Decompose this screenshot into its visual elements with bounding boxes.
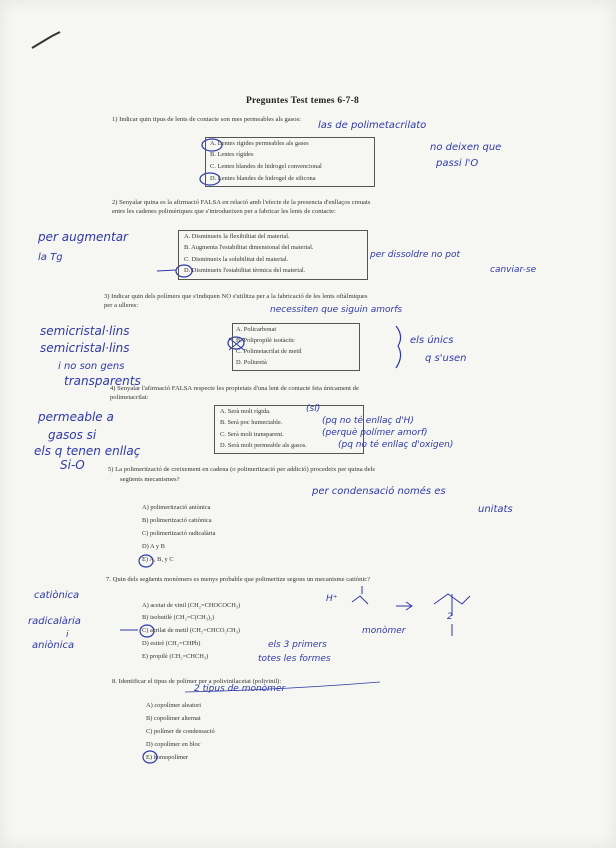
q5-text: 5) La polimerització de creixement en cadena (o polimerització per addició) procedeix per quina dels <box>108 466 375 473</box>
q8-option-d: D) copolímer en bloc <box>146 741 201 748</box>
q3-note-3: semicristal·lins <box>40 341 130 355</box>
q4-note-7: els q tenen enllaç <box>34 444 141 458</box>
q7-option-d: D) estirè (CH₂=CHPh) <box>142 640 201 647</box>
q5-note-2: unitats <box>478 504 513 515</box>
q8-text: 8. Identificar el tipus de polímer per a polivinilacetat (polivinil): <box>112 678 282 685</box>
q5-option-b: B) polimerització catiònica <box>142 517 212 524</box>
q1-text: 1) Indicar quin tipus de lents de contacte son mes permeables als gasos: <box>112 116 301 123</box>
q4-option-b: B. Serà poc humectable. <box>220 419 283 426</box>
q7-note-3: i <box>66 630 69 640</box>
q7-note-5: els 3 primers <box>268 640 327 650</box>
q3-option-c: C. Polimetacrilat de metil <box>236 348 302 355</box>
q4-text-2: polimetacrilat: <box>110 394 149 401</box>
q8-option-c: C) polímer de condensació <box>146 728 215 735</box>
q3-note-4: i no son gens <box>58 361 125 372</box>
q2-text-2: entre les cadenes polimèriques que s'introdueixen per a fabricar les lents de contacte: <box>112 208 336 215</box>
q7-option-a: A) acetat de vinil (CH₂=CHOCOCH₃) <box>142 602 241 609</box>
q3-note-6: els únics <box>410 335 454 346</box>
q3-option-b: B. Polipropilè isotàctic <box>236 337 295 344</box>
q4-note-2: (pq no té enllaç d'H) <box>322 416 414 426</box>
q8-option-a: A) copolímer aleatori <box>146 702 202 709</box>
q2-note-3: per dissoldre no pot <box>370 250 461 260</box>
q4-option-d: D. Serà molt permeable als gasos. <box>220 442 307 449</box>
q4-option-c: C. Serà molt transparent. <box>220 431 284 438</box>
q3-option-a: A. Policarbonat <box>236 326 277 333</box>
q3-note-1: necessiten que siguin amorfs <box>270 305 403 315</box>
q7-note-4: aniònica <box>32 640 75 651</box>
q2-option-a: A. Disminueix la flexibilitat del material. <box>184 233 290 240</box>
q2-option-c: C. Disminueix la solubilitat del material. <box>184 256 289 263</box>
q5-note-1: per condensació només es <box>312 486 446 497</box>
q4-note-5: permeable a <box>38 410 114 424</box>
q1-option-a: A. Lentes rígides permeables als gases <box>210 140 309 147</box>
q1-note-3: passi l'O <box>436 158 479 169</box>
q1-option-b: B. Lentes rígides <box>210 151 254 158</box>
q7-option-b: B) isobutilè (CH₂=C(CH₃)₂) <box>142 614 215 621</box>
q7-note-2: radicalària <box>28 616 81 627</box>
q7-note-6: totes les formes <box>258 654 331 664</box>
q7-note-9: 2 <box>447 612 453 622</box>
q3-text-2: per a ulleres: <box>104 302 139 309</box>
q2-option-b: B. Augmenta l'estabilitat dimensional del material. <box>184 244 314 251</box>
q4-note-6: gasos si <box>48 428 97 442</box>
q1-note-2: no deixen que <box>430 142 502 153</box>
q7-option-c: C) acrilat de metil (CH₂=CHCO₂CH₃) <box>142 627 240 634</box>
q8-option-e: E) homopolímer <box>146 754 189 761</box>
q2-option-d: D. Disminueix l'estabilitat tèrmica del material. <box>184 267 306 274</box>
q2-note-2: la Tg <box>38 252 63 263</box>
q7-note-1: catiònica <box>34 590 80 601</box>
q4-note-8: Si-O <box>60 458 85 472</box>
q2-note-4: canviar-se <box>490 265 537 275</box>
q7-note-7: H⁺ <box>326 594 338 604</box>
q7-text: 7. Quin dels següents monòmers es menys probable que polimeritze segons un mecanisme catiònic? <box>106 576 371 583</box>
q3-note-2: semicristal·lins <box>40 324 130 338</box>
page-title: Preguntes Test temes 6-7-8 <box>246 96 359 106</box>
q5-option-a: A) polimerització aniònica <box>142 504 211 511</box>
q4-note-4: (pq no té enllaç d'oxigen) <box>338 440 454 450</box>
q2-text: 2) Senyalar quina es la afirmació FALSA en relació amb l'efecte de la presencia d'enllaços creuats <box>112 199 371 206</box>
q7-option-e: E) propilè (CH₂=CHCH₃) <box>142 653 209 660</box>
q4-option-a: A. Serà molt rígida. <box>220 408 271 415</box>
q3-note-7: q s'usen <box>425 353 467 364</box>
q2-note-1: per augmentar <box>38 230 128 244</box>
q5-option-d: D) A y B <box>142 543 165 550</box>
q4-note-3: (perquè polímer amorf) <box>322 428 428 438</box>
q7-note-8: monòmer <box>362 626 406 636</box>
q3-text: 3) Indicar quin dels polímers que s'indiquen NO s'utilitza per a la fabricació de les lents oftàlmiques <box>104 293 368 300</box>
q1-option-c: C. Lentes blandes de hidrogel convencional <box>210 163 322 170</box>
q1-option-d: D. Lentes blandes de hidrogel de silicona <box>210 175 316 182</box>
q8-option-b: B) copolímer alternat <box>146 715 201 722</box>
q3-note-5: transparents <box>64 374 141 388</box>
q5-option-c: C) polimerització radicalària <box>142 530 216 537</box>
q3-option-d: D. Poliuretà <box>236 359 267 366</box>
q4-note-1: (sí) <box>306 404 321 414</box>
q5-text-2: següents mecanismes? <box>120 476 180 483</box>
q5-option-e: E) A, B, y C <box>142 556 174 563</box>
q8-note-1: 2 tipus de monòmer <box>194 684 286 694</box>
q4-text: 4) Senyalar l'afirmació FALSA respecte les propietats d'una lent de contacte feta únicament de <box>110 385 359 392</box>
q1-note-1: las de polimetacrilato <box>318 120 427 131</box>
